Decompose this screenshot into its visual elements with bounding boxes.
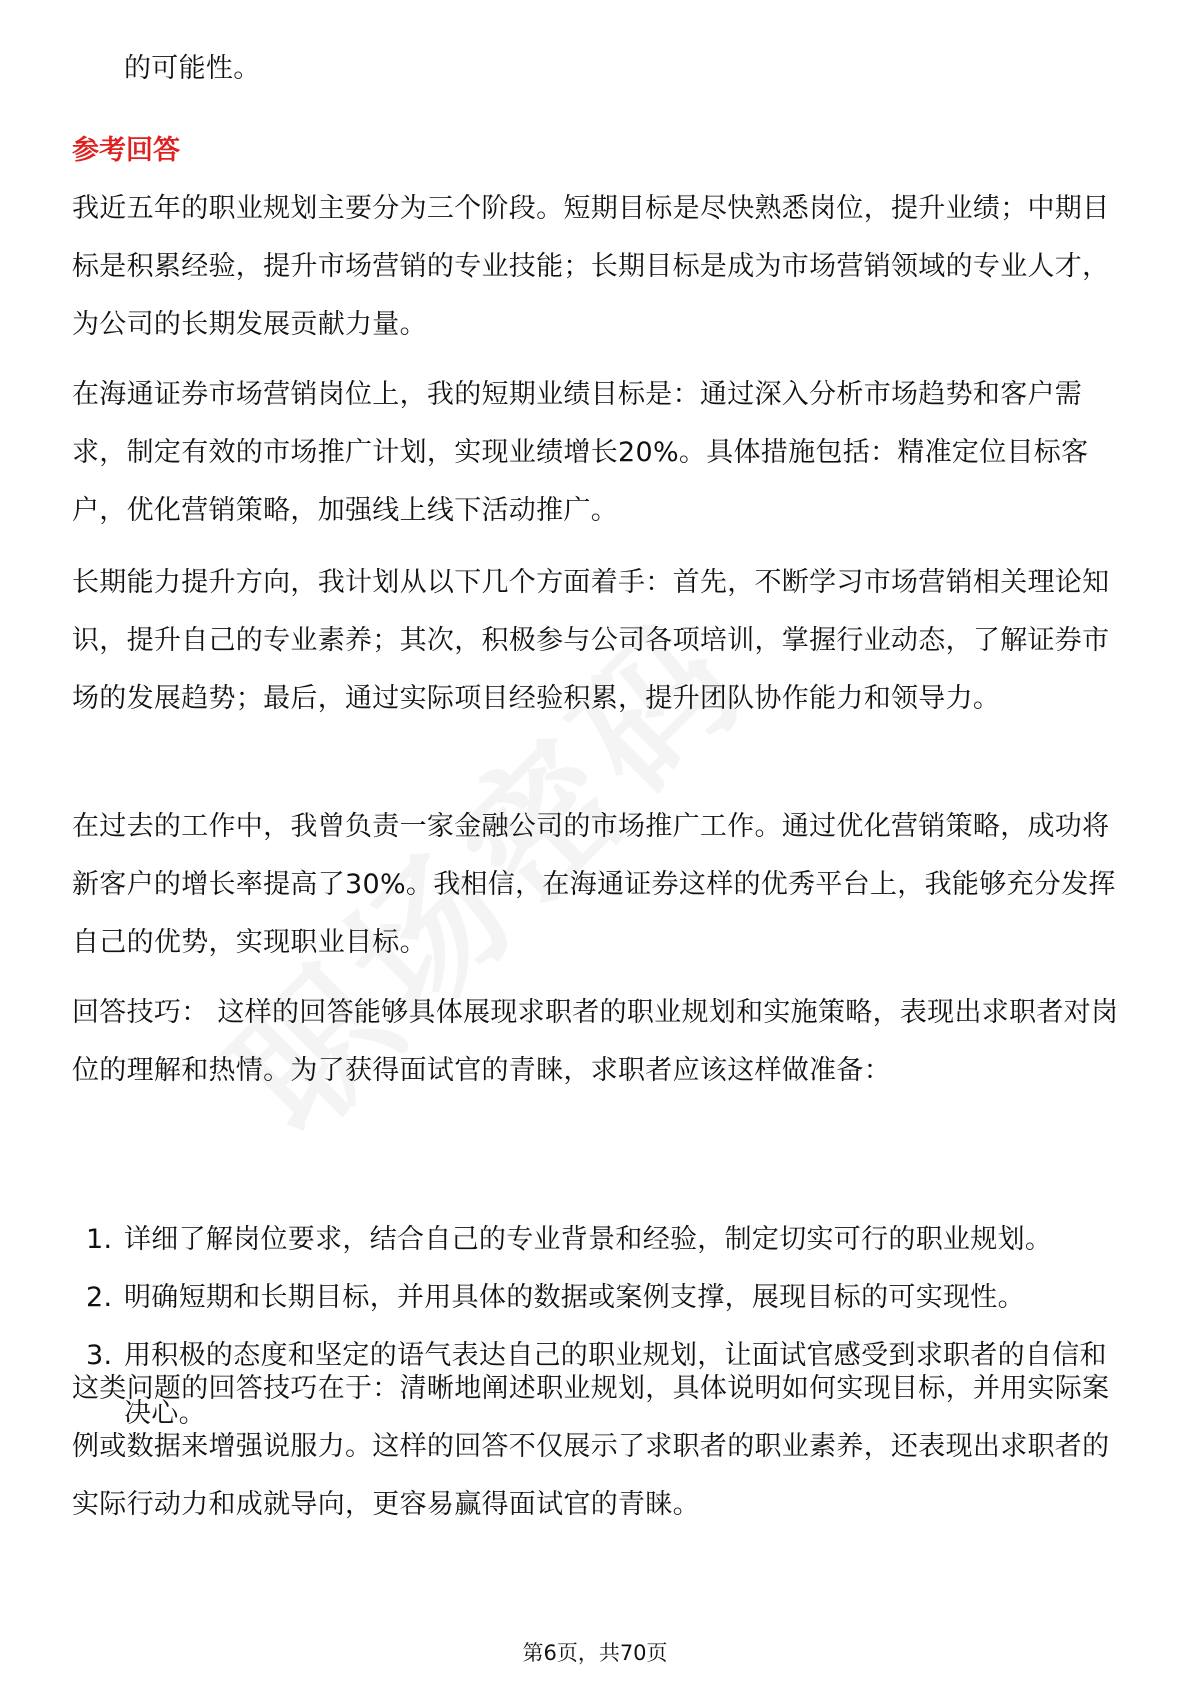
page-number-footer: 第6页，共70页 [522, 1641, 668, 1665]
list-text: 用积极的态度和坚定的语气表达自己的职业规划，让面试官感受到求职者的自信和决心。 [124, 1340, 1107, 1429]
paragraph-past-experience: 在过去的工作中，我曾负责一家金融公司的市场推广工作。通过优化营销策略，成功将新客户的增长率提高了30%。我相信，在海通证券这样的优秀平台上，我能够充分发挥自己的优势，实现职业目标。 [72, 811, 1116, 958]
list-text: 明确短期和长期目标，并用具体的数据或案例支撑，展现目标的可实现性。 [124, 1282, 1025, 1313]
list-number: 3. [86, 1340, 113, 1371]
list-text: 详细了解岗位要求，结合自己的专业背景和经验，制定切实可行的职业规划。 [124, 1224, 1053, 1255]
list-item [72, 1269, 1122, 1327]
list-number: 1. [86, 1224, 113, 1255]
list-number: 2. [86, 1282, 113, 1313]
paragraph-short-term-goal: 在海通证券市场营销岗位上，我的短期业绩目标是：通过深入分析市场趋势和客户需求，制定有效的市场推广计划，实现业绩增长20%。具体措施包括：精准定位目标客户，优化营销策略，加强线上线下活动推广。 [72, 379, 1089, 526]
list-item [72, 1211, 1122, 1269]
section-title: 参考回答 [72, 135, 180, 166]
paragraph-closing: 这类问题的回答技巧在于：清晰地阐述职业规划，具体说明如何实现目标，并用实际案例或数据来增强说服力。这样的回答不仅展示了求职者的职业素养，还表现出求职者的实际行动力和成就导向，更容易赢得面试官的青睐。 [72, 1373, 1110, 1520]
paragraph-career-plan: 我近五年的职业规划主要分为三个阶段。短期目标是尽快熟悉岗位，提升业绩；中期目标是积累经验，提升市场营销的专业技能；长期目标是成为市场营销领域的专业人才，为公司的长期发展贡献力量。 [72, 193, 1110, 340]
intro-continuation: 的可能性。 [124, 53, 261, 84]
paragraph-answer-tips: 回答技巧： 这样的回答能够具体展现求职者的职业规划和实施策略，表现出求职者对岗位的理解和热情。为了获得面试官的青睐，求职者应该这样做准备： [72, 997, 1119, 1086]
paragraph-long-term-ability: 长期能力提升方向，我计划从以下几个方面着手：首先，不断学习市场营销相关理论知识，提升自己的专业素养；其次，积极参与公司各项培训，掌握行业动态，了解证券市场的发展趋势；最后，通过实际项目经验积累，提升团队协作能力和领导力。 [72, 567, 1110, 714]
